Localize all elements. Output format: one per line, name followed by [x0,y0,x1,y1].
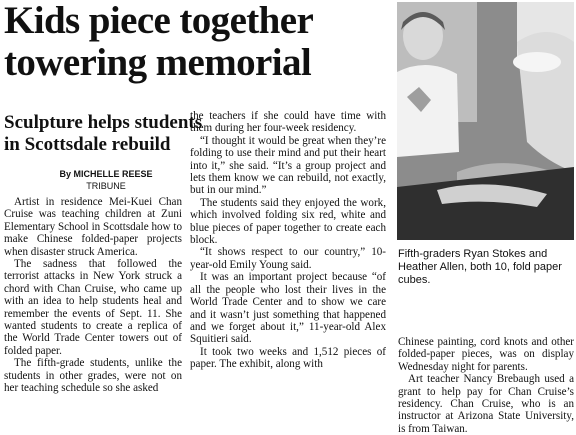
subhead-line-2: in Scottsdale rebuild [4,134,171,155]
paragraph: The students said they enjoyed the work, which involved folding six red, white and blue pieces of paper together to create each block. [190,196,386,247]
headline-line-1: Kids piece together [4,0,314,42]
headline [4,0,392,84]
paragraph: Chinese painting, cord knots and other folded-paper pieces, was on display Wednesday night for parents. [398,336,574,373]
headline-line-2: towering memorial [4,41,312,84]
byline-org: TRIBUNE [86,181,126,191]
paragraph: It was an important project because “of all the people who lost their lives in the World Trade Center and to show we care and it wasn’t just something that happened and we forget about it,” 11-year-old Alex Squitieri said. [190,271,386,346]
byline [46,168,166,192]
paragraph: “I thought it would be great when they’re folding to use their mind and put their heart into it,” she said. “It’s a group project and lets them know we can rebuild, not exactly, but in our mind.” [190,134,386,197]
paragraph: “It shows respect to our country,” 10-year-old Emily Young said. [190,246,386,271]
subhead-line-1: Sculpture helps students [4,112,203,133]
byline-name: By MICHELLE REESE [59,169,153,179]
subhead [4,112,204,156]
article-column-1 [4,196,182,400]
article-column-2 [190,110,386,400]
photo-illustration [397,2,574,240]
news-photo [397,2,574,240]
photo-caption: Fifth-graders Ryan Stokes and Heather Allen, both 10, fold paper cubes. [398,248,562,286]
paragraph: The fifth-grade students, unlike the students in other grades, were not on her teaching schedule so she asked [4,357,182,395]
paragraph: Art teacher Nancy Brebaugh used a grant to help pay for Chan Cruise’s residency. Chan Cruise, who is an instructor at Arizona State University, is from Taiwan. [398,373,574,435]
paragraph: Artist in residence Mei-Kuei Chan Cruise was teaching children at Zuni Elementary School in Scottsdale how to make Chinese folded-paper projects when disaster struck America. [4,196,182,258]
paragraph: the teachers if she could have time with them during her four-week residency. [190,110,386,135]
article-column-3 [398,336,574,435]
paragraph: It took two weeks and 1,512 pieces of paper. The exhibit, along with [190,345,386,371]
paragraph: The sadness that followed the terrorist attacks in New York struck a chord with Chan Cruise, who came up with an idea to help students heal and remember the events of Sept. 11. She wanted students to create a replica of the World Trade Center towers out of folded paper. [4,258,182,357]
